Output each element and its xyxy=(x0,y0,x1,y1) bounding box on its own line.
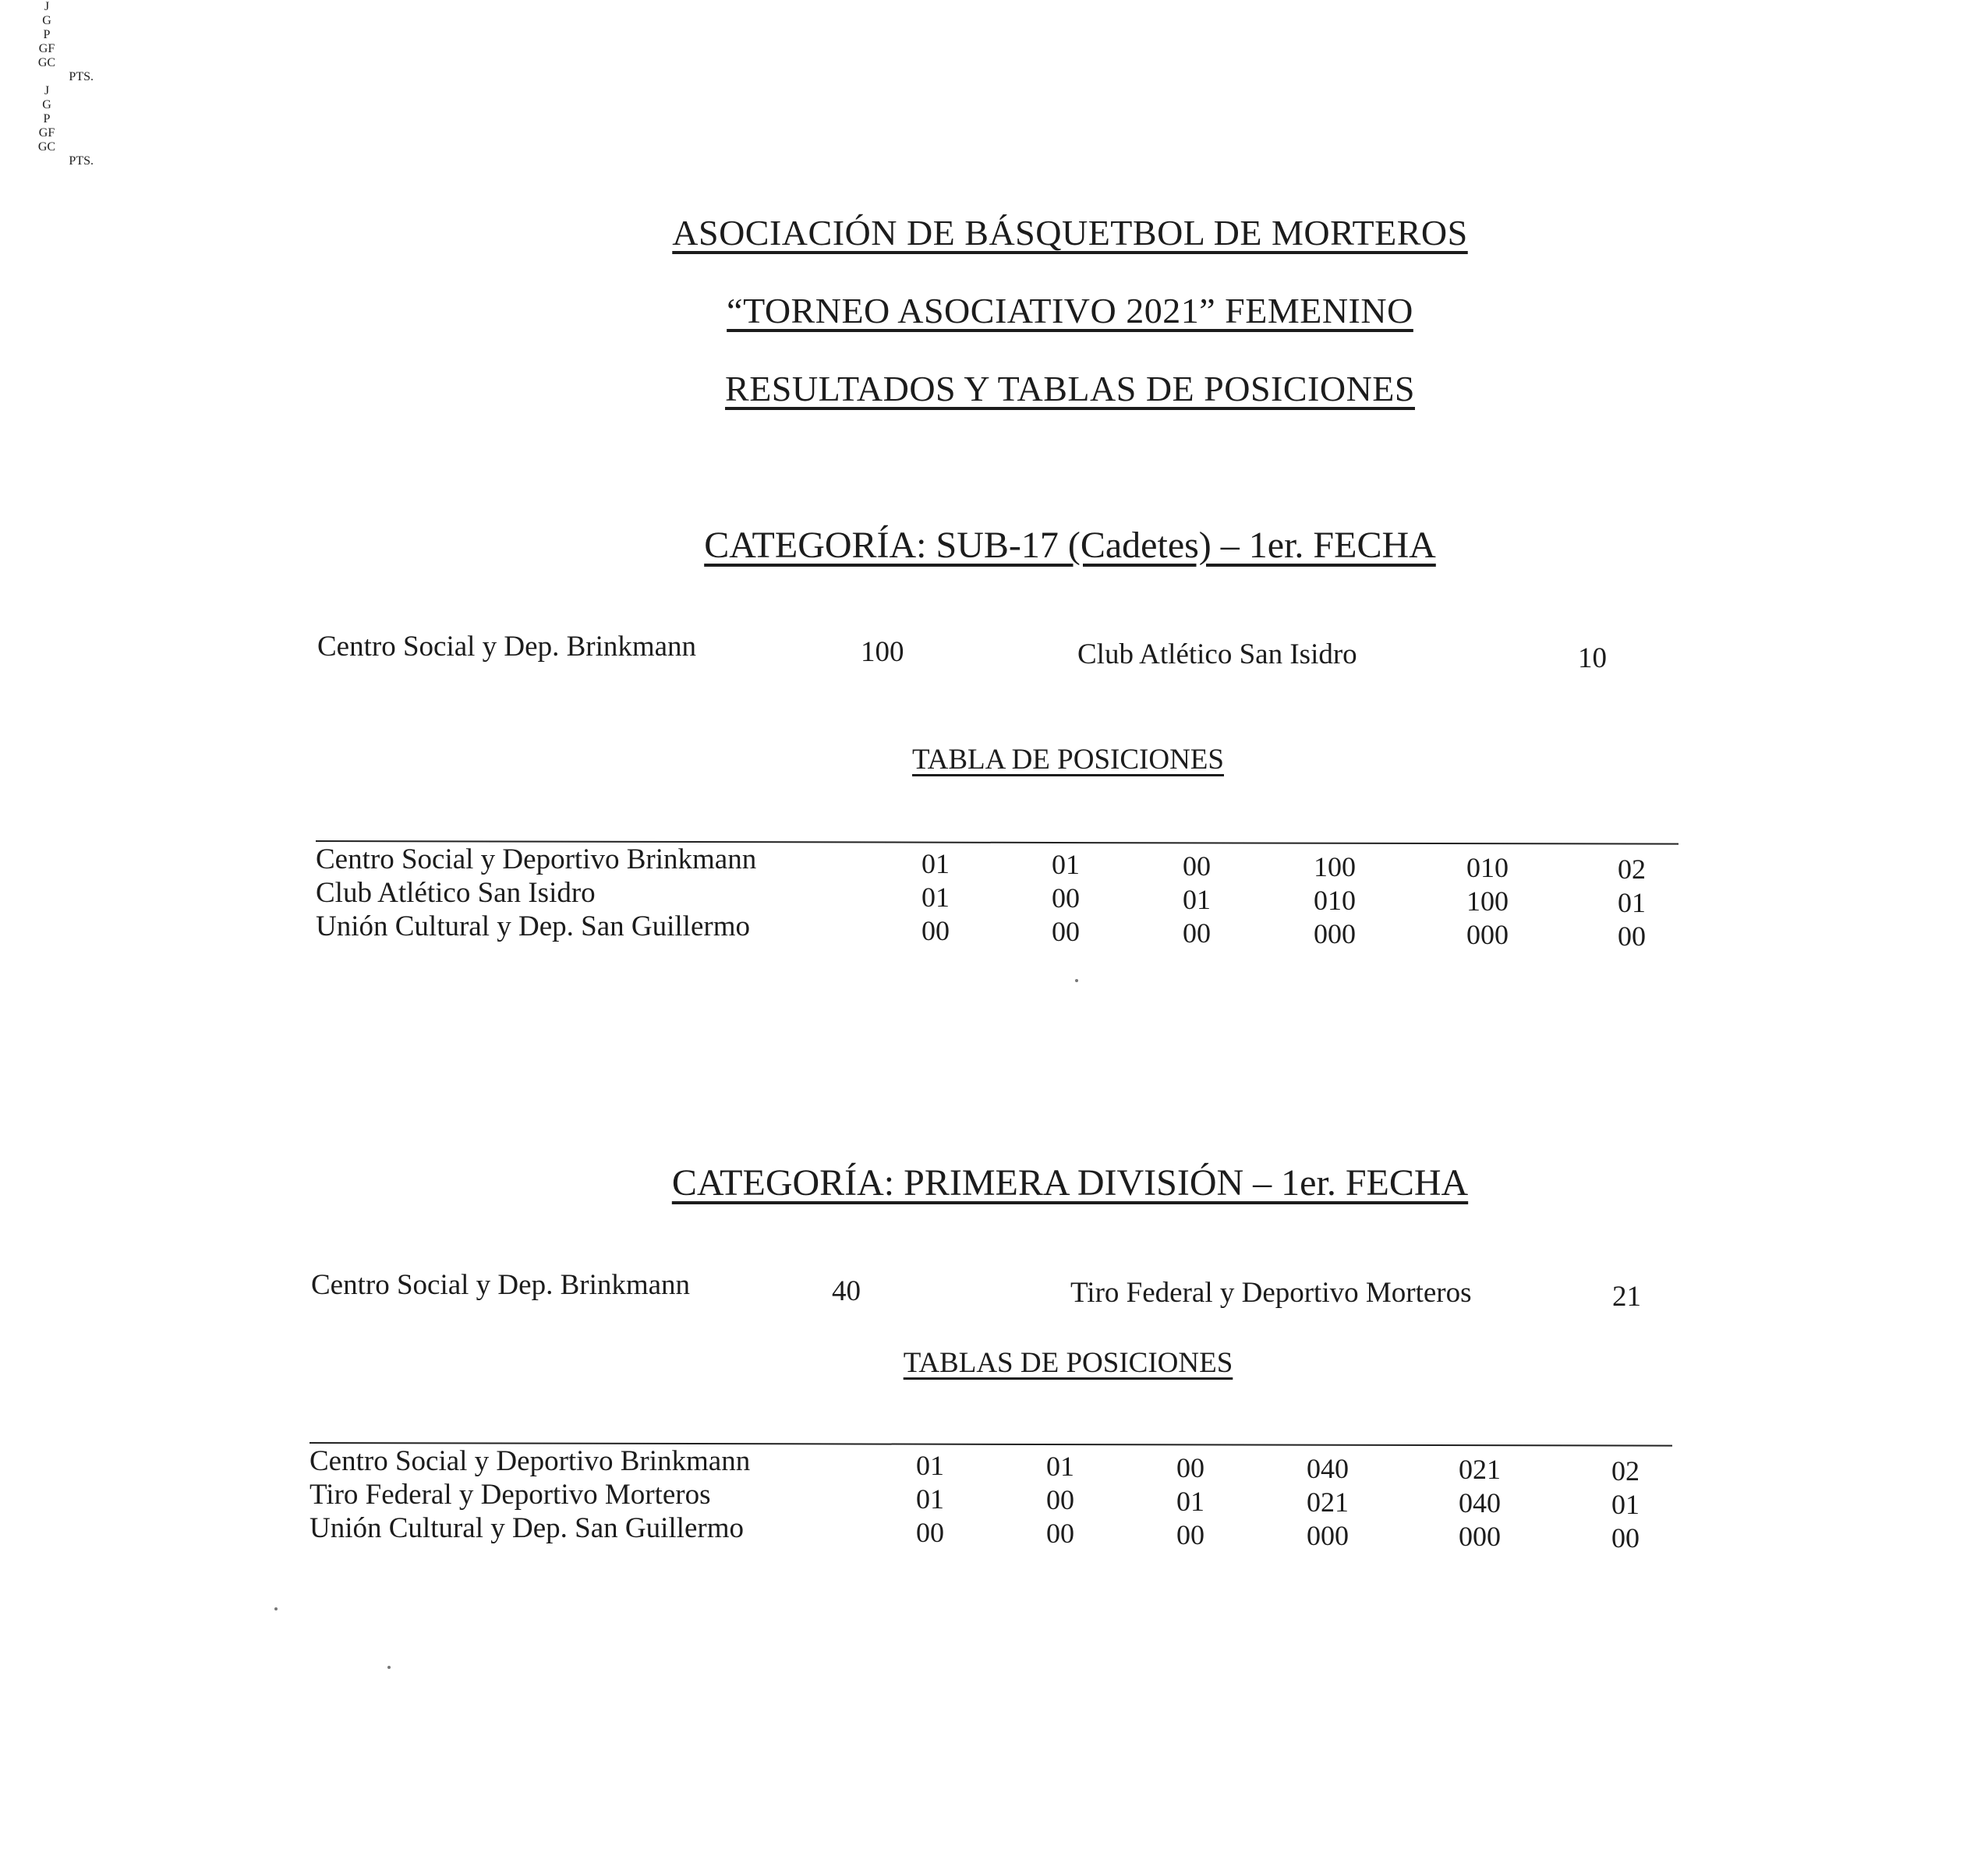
table-cell-gc: 000 xyxy=(1466,919,1509,951)
table-cell-j: 00 xyxy=(916,1517,944,1548)
table-cell-p: 00 xyxy=(1183,850,1211,882)
column-header-5: GC xyxy=(37,56,56,69)
table-cell-pts: 02 xyxy=(1611,1455,1640,1487)
table-cell-pts: 02 xyxy=(1618,853,1646,885)
home-team-name: Centro Social y Dep. Brinkmann xyxy=(311,1269,691,1301)
category-sub17-heading: CATEGORÍA: SUB-17 (Cadetes) – 1er. FECHA xyxy=(704,525,1436,566)
table-cell-gf: 040 xyxy=(1307,1452,1349,1484)
table-cell-gf: 000 xyxy=(1314,917,1356,949)
tournament-title: “TORNEO ASOCIATIVO 2021” FEMENINO xyxy=(727,291,1413,331)
scan-speck xyxy=(387,1666,391,1669)
primera-table-title: TABLAS DE POSICIONES xyxy=(903,1347,1233,1379)
association-title: ASOCIACIÓN DE BÁSQUETBOL DE MORTEROS xyxy=(672,213,1468,253)
table-cell-g: 01 xyxy=(1052,849,1080,881)
table-cell-gc: 100 xyxy=(1466,886,1509,917)
table-row-team: Tiro Federal y Deportivo Morteros xyxy=(310,1479,711,1511)
table-row-team: Club Atlético San Isidro xyxy=(316,877,596,909)
table-cell-gc: 021 xyxy=(1459,1454,1501,1486)
column-header-2: G xyxy=(42,98,51,111)
table-cell-pts: 00 xyxy=(1618,920,1646,952)
away-team-score: 21 xyxy=(1612,1281,1641,1313)
table-cell-g: 00 xyxy=(1052,882,1080,914)
column-header-3: P xyxy=(43,112,51,126)
results-title: RESULTADOS Y TABLAS DE POSICIONES xyxy=(725,369,1415,408)
table-cell-g: 01 xyxy=(1046,1451,1074,1483)
table-cell-pts: 01 xyxy=(1618,886,1646,918)
home-team-score: 40 xyxy=(832,1275,861,1307)
column-header-3: P xyxy=(43,28,51,41)
table-cell-pts: 00 xyxy=(1611,1522,1640,1554)
column-header-4: GF xyxy=(38,42,55,55)
away-team-name: Club Atlético San Isidro xyxy=(1077,638,1357,670)
column-header-1: J xyxy=(44,0,50,13)
table-cell-pts: 01 xyxy=(1611,1488,1640,1520)
table-cell-gf: 010 xyxy=(1314,884,1356,916)
column-header-2: G xyxy=(42,14,51,27)
table-cell-g: 00 xyxy=(1046,1484,1074,1516)
table-row-team: Centro Social y Deportivo Brinkmann xyxy=(316,843,757,875)
home-team-name: Centro Social y Dep. Brinkmann xyxy=(317,631,697,663)
table-row-team: Centro Social y Deportivo Brinkmann xyxy=(310,1445,751,1477)
table-cell-p: 00 xyxy=(1176,1518,1204,1550)
table-cell-p: 00 xyxy=(1183,917,1211,949)
table-cell-gc: 000 xyxy=(1459,1521,1501,1553)
column-header-5: GC xyxy=(37,140,56,154)
table-cell-g: 00 xyxy=(1052,916,1080,948)
table-cell-gf: 000 xyxy=(1307,1519,1349,1551)
table-cell-g: 00 xyxy=(1046,1518,1074,1550)
away-team-name: Tiro Federal y Deportivo Morteros xyxy=(1070,1277,1472,1309)
column-header-1: J xyxy=(44,84,50,97)
column-header-4: GF xyxy=(38,126,55,140)
table-cell-p: 01 xyxy=(1176,1485,1204,1517)
scan-speck xyxy=(1075,979,1078,982)
column-header-6: PTS. xyxy=(69,154,94,168)
table-cell-j: 01 xyxy=(916,1450,944,1481)
table-cell-j: 01 xyxy=(921,848,950,879)
table-cell-j: 01 xyxy=(921,882,950,913)
column-header-6: PTS. xyxy=(69,70,94,83)
table-cell-p: 00 xyxy=(1176,1451,1204,1483)
table-row-team: Unión Cultural y Dep. San Guillermo xyxy=(316,910,750,942)
table-cell-gc: 010 xyxy=(1466,852,1509,884)
table-cell-j: 00 xyxy=(921,915,950,946)
table-cell-gf: 021 xyxy=(1307,1486,1349,1518)
sub17-table-title: TABLA DE POSICIONES xyxy=(912,744,1224,776)
category-primera-heading: CATEGORÍA: PRIMERA DIVISIÓN – 1er. FECHA xyxy=(671,1162,1469,1204)
table-cell-gc: 040 xyxy=(1459,1487,1501,1519)
scan-speck xyxy=(274,1607,278,1610)
home-team-score: 100 xyxy=(861,636,904,668)
table-row-team: Unión Cultural y Dep. San Guillermo xyxy=(310,1512,744,1544)
table-cell-p: 01 xyxy=(1183,883,1211,915)
away-team-score: 10 xyxy=(1578,642,1607,674)
table-cell-j: 01 xyxy=(916,1483,944,1515)
table-cell-gf: 100 xyxy=(1314,850,1356,882)
